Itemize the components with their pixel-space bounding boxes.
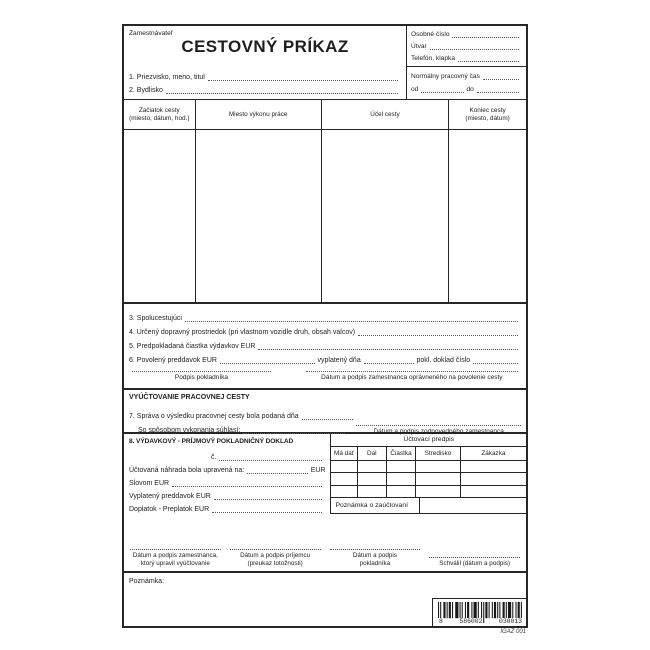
header-line: Začiatok cesty <box>138 106 180 114</box>
item-4-line <box>129 323 521 337</box>
empty-cell <box>358 461 387 472</box>
item-7-line <box>129 408 521 421</box>
authorizer-signature-label: Dátum a podpis zamestnanca oprávneného na povolenie cesty <box>321 374 503 381</box>
cashier-signature-block <box>132 369 271 388</box>
dotted-line <box>430 47 519 50</box>
dotted-line <box>483 77 519 80</box>
items-section <box>124 304 526 362</box>
trip-col-place-cell <box>196 130 321 302</box>
normal-hours-label: Normálny pracovný čas <box>411 73 480 81</box>
dotted-line <box>477 90 519 93</box>
trip-col-start-cell <box>124 130 195 302</box>
note-label: Poznámka: <box>129 578 165 585</box>
item-5-line <box>129 337 521 351</box>
work-time-box <box>407 67 526 99</box>
header-line: (miesto, dátum, hod.) <box>129 114 190 122</box>
item-6-doc-label: pokl. doklad číslo <box>416 357 471 364</box>
dotted-line <box>258 347 518 350</box>
empty-cell <box>358 486 387 497</box>
trip-col-purpose <box>322 100 449 302</box>
accounting-empty-row <box>331 486 526 498</box>
signature-line <box>130 547 221 550</box>
field-name-label: 1. Priezvisko, meno, titul <box>129 74 205 81</box>
voucher-fields <box>124 434 331 514</box>
header-line: Účel cesty <box>370 110 400 118</box>
voucher-number-line <box>129 449 325 462</box>
col-stredisko: Stredisko <box>416 447 461 460</box>
trip-col-start <box>124 100 196 302</box>
empty-cell <box>420 498 526 513</box>
signature-label: pokladníka <box>359 559 391 567</box>
dotted-line <box>212 510 322 513</box>
empty-cell <box>461 486 526 497</box>
signature-label: Dátum a podpis <box>352 552 397 559</box>
cashier-signature-label: Podpis pokladníka <box>174 374 229 381</box>
accounting-header-row <box>331 447 526 461</box>
header-line: Miesto výkonu práce <box>228 110 288 118</box>
header-section <box>124 26 526 99</box>
accounting-note-label: Poznámka o zaúčtovaní <box>331 498 420 513</box>
accounting-table <box>331 434 526 514</box>
adjusted-amount-line <box>129 462 325 475</box>
form-title: CESTOVNÝ PRÍKAZ <box>181 37 349 56</box>
dotted-line <box>166 91 398 94</box>
dotted-line <box>208 78 398 81</box>
dotted-line <box>185 319 518 322</box>
empty-cell <box>331 461 357 472</box>
item-7b-line <box>129 421 521 435</box>
voucher-heading: 8. VÝDAVKOVÝ - PRÍJMOVÝ POKLADNIČNÝ DOKLAD <box>129 438 294 445</box>
department-line <box>411 42 522 51</box>
responsible-signature-label: Dátum a podpis zodpovedného zamestnanca <box>373 427 504 435</box>
dotted-line <box>421 90 463 93</box>
signature-label: Dátum a podpis príjemcu <box>240 552 311 559</box>
authorizer-signature-block <box>306 369 518 388</box>
item-7-label: 7. Správa o výsledku pracovnej cesty bola podaná dňa <box>129 413 299 420</box>
balance-label: Doplatok - Preplatok EUR <box>129 506 210 513</box>
dotted-line <box>172 484 322 487</box>
empty-cell <box>461 473 526 484</box>
recipient-signature-block <box>230 547 321 567</box>
header-right <box>406 26 526 99</box>
trip-col-purpose-header <box>322 100 448 130</box>
item-6-label: 6. Povolený preddavok EUR <box>129 357 217 364</box>
signature-line <box>230 547 321 550</box>
signature-line <box>356 423 521 426</box>
trip-col-end-header <box>449 100 526 130</box>
advance-paid-label: Vyplatený preddavok EUR <box>129 493 211 500</box>
empty-cell <box>387 473 416 484</box>
item-7b-label: So spôsobom vykonania súhlasí: <box>138 427 241 434</box>
item-5-label: 5. Predpokladaná čiastka výdavkov EUR <box>129 343 256 350</box>
signature-label: Schválil (dátum a podpis) <box>439 559 510 567</box>
signature-row-1 <box>124 362 526 390</box>
in-words-label: Slovom EUR <box>129 480 170 487</box>
field-address-line <box>129 82 401 95</box>
empty-cell <box>416 486 461 497</box>
phone-line <box>411 54 522 63</box>
barcode-digits <box>438 618 523 625</box>
approver-signature-block <box>429 555 520 568</box>
department-label: Útvar <box>411 42 427 50</box>
empty-cell <box>387 486 416 497</box>
col-madat: Má dať <box>331 447 357 460</box>
employer-label: Zamestnávateľ <box>129 30 173 37</box>
to-label: do <box>466 85 474 93</box>
dotted-line <box>219 458 322 461</box>
signature-label: ktorý upravil vyúčtovanie <box>140 559 210 567</box>
barcode-digits-left: 586002 <box>459 618 483 625</box>
field-name-line <box>129 69 401 82</box>
voucher-section <box>124 434 526 514</box>
dotted-line <box>214 497 323 500</box>
header-left <box>124 26 406 99</box>
trip-col-place <box>196 100 322 302</box>
item-6-paid-label: vyplatený dňa <box>317 357 361 364</box>
signature-row-2 <box>124 514 526 573</box>
settlement-section <box>124 390 526 434</box>
col-zakazka: Zákazka <box>481 450 506 457</box>
empty-cell <box>416 473 461 484</box>
empty-cell <box>358 473 387 484</box>
cashier2-signature-block <box>330 547 421 567</box>
normal-hours-line <box>411 72 522 81</box>
id-box <box>407 26 526 67</box>
item-3-label: 3. Spolucestujúci <box>129 315 182 322</box>
note-section <box>124 573 526 626</box>
personal-number-line <box>411 30 522 39</box>
balance-line <box>129 501 325 514</box>
trip-col-end <box>449 100 526 302</box>
accounting-heading: Účtovací predpis <box>331 434 526 447</box>
barcode <box>432 598 526 626</box>
empty-cell <box>387 461 416 472</box>
from-to-line <box>411 85 522 94</box>
trip-col-place-header <box>196 100 321 130</box>
personal-number-label: Osobné číslo <box>411 30 450 38</box>
dotted-line <box>247 471 307 474</box>
barcode-digits-right: 030013 <box>498 618 522 625</box>
voucher-number-label: č. <box>211 454 217 461</box>
trip-col-end-cell <box>449 130 526 302</box>
signature-line <box>306 369 518 372</box>
advance-paid-line <box>129 488 325 501</box>
dotted-line <box>302 417 354 420</box>
phone-label: Telefón, klapka <box>411 54 455 62</box>
adjusted-amount-label: Účtovaná náhrada bola upravená na: <box>129 467 245 474</box>
accounting-empty-row <box>331 461 526 473</box>
signature-line <box>132 369 271 372</box>
signature-label: (preukaz totožnosti) <box>247 559 303 567</box>
settlement-heading: VYÚČTOVANIE PRACOVNEJ CESTY <box>129 394 250 401</box>
empty-cell <box>461 461 526 472</box>
trip-col-start-header <box>124 100 195 130</box>
barcode-digit-lead: 8 <box>439 618 443 625</box>
travel-order-form <box>122 24 528 628</box>
col-ciastka: Čiastka <box>387 447 416 460</box>
dotted-line <box>458 59 519 62</box>
trip-col-purpose-cell <box>322 130 448 302</box>
header-line: (miesto, dátum) <box>465 114 510 122</box>
field-address-label: 2. Bydlisko <box>129 87 163 94</box>
from-label: od <box>411 85 419 93</box>
signature-line <box>429 555 520 558</box>
trip-table <box>124 99 526 304</box>
item-4-label: 4. Určený dopravný prostriedok (pri vlastnom vozidle druh, obsah valcov) <box>129 329 356 336</box>
in-words-line <box>129 475 325 488</box>
signature-label: Dátum a podpis zamestnanca, <box>132 552 218 559</box>
signature-line <box>330 547 421 550</box>
item-3-line <box>129 309 521 323</box>
col-dal: Dal <box>358 447 387 460</box>
accounting-note-row <box>331 498 526 513</box>
eur-label: EUR <box>310 467 326 474</box>
spacer <box>129 56 401 69</box>
dotted-line <box>452 35 519 38</box>
printer-code: IGAZ 001 <box>500 629 526 635</box>
empty-cell <box>331 486 357 497</box>
empty-cell <box>416 461 461 472</box>
accounting-empty-row <box>331 473 526 485</box>
header-line: Koniec cesty <box>469 106 506 114</box>
empty-cell <box>331 473 357 484</box>
dotted-line <box>358 333 518 336</box>
settlement-editor-signature-block <box>130 547 221 567</box>
